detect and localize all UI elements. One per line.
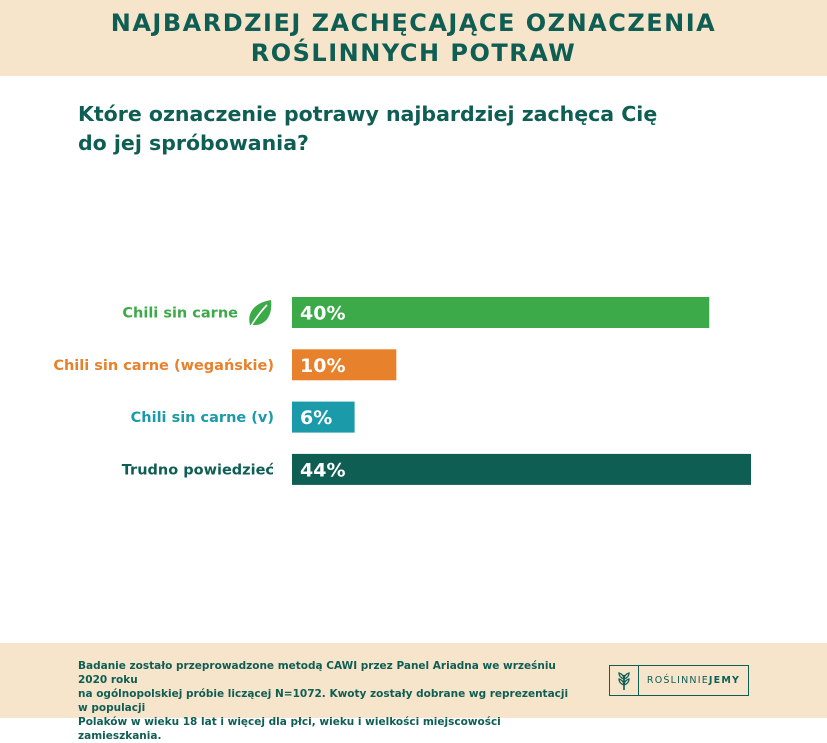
category-label-chili-sin-carne: Chili sin carne — [122, 305, 238, 322]
footer-banner — [0, 643, 827, 742]
value-label-trudno-powiedziec: 44% — [300, 459, 346, 482]
value-label-chili-sin-carne-v: 6% — [300, 407, 333, 430]
brand-logo — [609, 665, 749, 696]
survey-question-line-2: do jej spróbowania? — [78, 131, 309, 155]
category-label-chili-sin-carne-weganskie: Chili sin carne (wegańskie) — [53, 357, 274, 374]
page-title-line-2: ROŚLINNYCH POTRAW — [250, 39, 577, 67]
wheat-icon — [610, 666, 639, 695]
brand-name — [639, 675, 748, 686]
value-label-chili-sin-carne-weganskie: 10% — [300, 354, 346, 377]
bar-trudno-powiedziec — [292, 454, 751, 485]
methodology-note-line-3: Polaków w wieku 18 lat i więcej dla płci, wieku i wielkości miejscowości zamieszkania. — [78, 716, 501, 742]
brand-name-prefix: ROŚLINNIE — [646, 675, 709, 686]
brand-name-suffix: JEMY — [708, 675, 741, 686]
methodology-note-line-1: Badanie zostało przeprowadzone metodą CAWI przez Panel Ariadna we wrześniu 2020 roku — [78, 660, 556, 686]
methodology-note-line-2: na ogólnopolskiej próbie liczącej N=1072. Kwoty zostały dobrane wg reprezentacji w populacji — [78, 688, 569, 714]
value-label-chili-sin-carne: 40% — [300, 302, 346, 325]
leaf-icon — [249, 300, 271, 326]
page-title-line-1: NAJBARDZIEJ ZACHĘCAJĄCE OZNACZENIA — [110, 9, 717, 37]
survey-question-line-1: Które oznaczenie potrawy najbardziej zachęca Cię — [78, 102, 658, 126]
category-label-trudno-powiedziec: Trudno powiedzieć — [121, 462, 274, 479]
methodology-note — [78, 659, 578, 743]
bar-chili-sin-carne — [292, 297, 709, 328]
category-label-chili-sin-carne-v: Chili sin carne (v) — [130, 410, 274, 427]
